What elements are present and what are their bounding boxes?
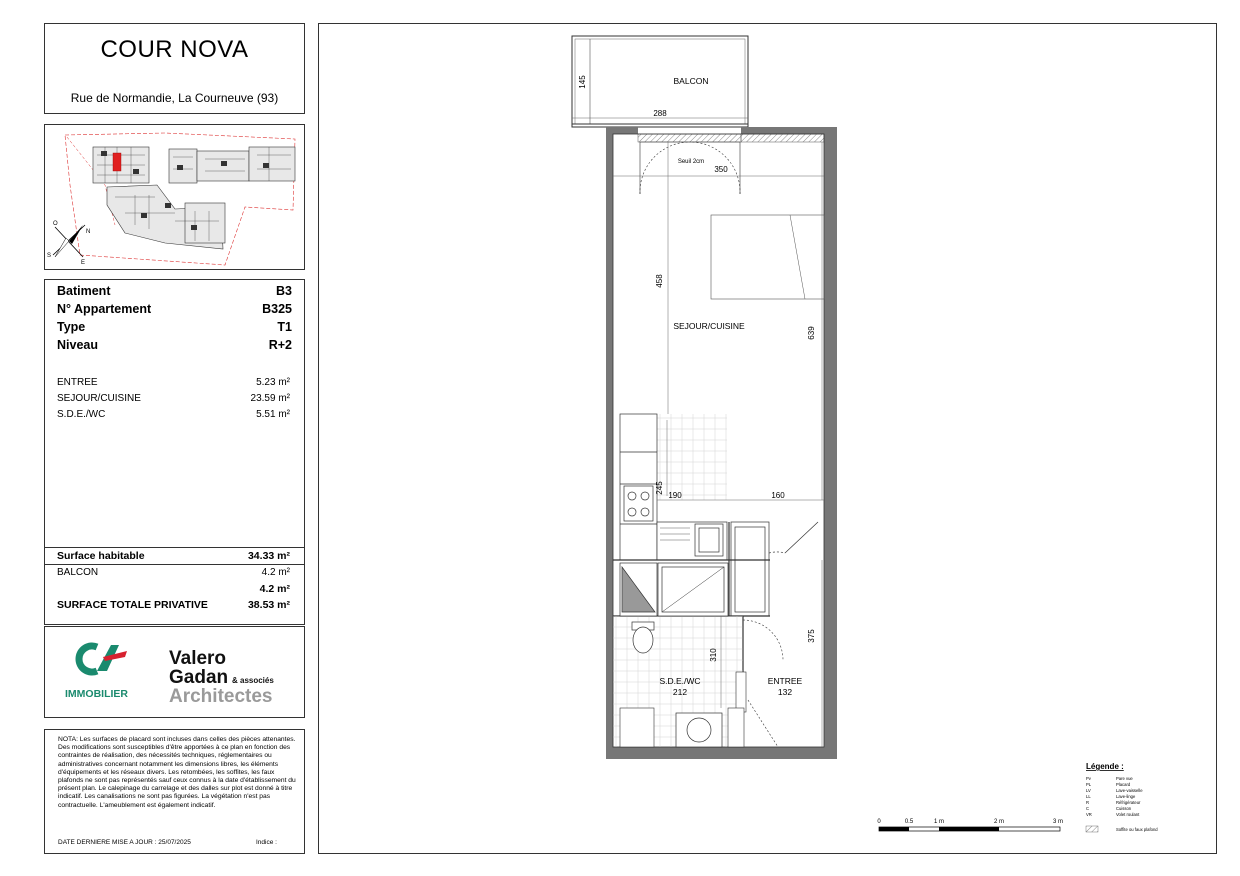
dim-245: 245 xyxy=(655,481,664,495)
indice-label: Indice : xyxy=(256,839,277,846)
field-batiment: Batiment B3 xyxy=(57,284,292,298)
room-sejour: SEJOUR/CUISINE 23.59 m² xyxy=(57,393,290,404)
field-niveau: Niveau R+2 xyxy=(57,338,292,352)
entree-label: ENTREE xyxy=(767,676,803,686)
surface-totale: SURFACE TOTALE PRIVATIVE 38.53 m² xyxy=(57,599,290,611)
svg-text:2 m: 2 m xyxy=(993,819,1005,825)
svg-text:LV: LV xyxy=(1086,788,1091,793)
note-text: NOTA: Les surfaces de placard sont incluses dans celles des pièces attenantes. Des modifications sont susceptibles d'être apportées à ce plan en fonction des contraintes de réalisation, des nécessités techniques, réglementaires ou administratives concernant notamment les dimensions libres, les éléments d'équipements et les réseaux divers. Les retombées, les soffites, les faux plafonds ne sont pas représentés sauf ceux connus à la date d'établissement du présent plan. Le calepinage du carrelage et des dalles sur plot est donné à titre indicatif. Les canalisations ne sont pas figurées. La végétation n'est pas contractuelle. L'ameublement est également indicatif. xyxy=(58,736,296,809)
closet xyxy=(731,522,818,616)
svg-text:0.5: 0.5 xyxy=(904,819,914,825)
compass-east: E xyxy=(81,260,86,266)
legend xyxy=(1086,762,1158,832)
sde-dim: 212 xyxy=(672,687,688,697)
balcony-label: BALCON xyxy=(673,76,709,86)
annexes-total: 4.2 m² xyxy=(259,583,290,595)
svg-text:LL: LL xyxy=(1086,794,1091,799)
balcony xyxy=(572,36,748,127)
seuil-label: Seuil 2cm xyxy=(677,159,705,165)
dim-160: 160 xyxy=(771,491,785,500)
svg-text:Volet roulant: Volet roulant xyxy=(1116,812,1140,817)
dim-375: 375 xyxy=(807,629,816,643)
entree-dim: 132 xyxy=(777,687,793,697)
sejour-label: SEJOUR/CUISINE xyxy=(673,321,745,331)
compass-west: O xyxy=(53,221,58,227)
svg-text:0: 0 xyxy=(877,819,881,825)
compass-south: S xyxy=(47,253,52,259)
svg-text:Cuisson: Cuisson xyxy=(1116,806,1132,811)
svg-text:Lave-vaisselle: Lave-vaisselle xyxy=(1116,788,1143,793)
update-date: DATE DERNIERE MISE A JOUR : 25/07/2025 xyxy=(58,839,191,846)
svg-text:R: R xyxy=(1086,800,1090,805)
dim-145: 145 xyxy=(578,75,587,89)
dim-639: 639 xyxy=(807,326,816,340)
sde-label: S.D.E./WC xyxy=(659,676,701,686)
bed xyxy=(711,215,824,299)
legend-title: Légende : xyxy=(1086,762,1124,771)
svg-text:Gadan: Gadan xyxy=(169,667,229,688)
room-entree: ENTREE 5.23 m² xyxy=(57,377,290,388)
washbasin-icon xyxy=(676,713,722,747)
cooktop-icon xyxy=(624,486,653,521)
dim-350: 350 xyxy=(714,165,728,174)
svg-text:Placard: Placard xyxy=(1116,782,1131,787)
dim-458: 458 xyxy=(655,274,664,288)
svg-text:1 m: 1 m xyxy=(933,819,945,825)
svg-text:Réfrigérateur: Réfrigérateur xyxy=(1116,800,1141,805)
soffite-hatch xyxy=(638,134,741,142)
ca-immobilier-label: IMMOBILIER xyxy=(65,688,128,700)
svg-text:Architectes: Architectes xyxy=(169,686,273,707)
shower xyxy=(620,563,728,616)
dim-310: 310 xyxy=(709,648,718,662)
svg-text:Pare vue: Pare vue xyxy=(1116,776,1133,781)
field-appartement: N° Appartement B325 xyxy=(57,302,292,316)
field-type: Type T1 xyxy=(57,320,292,334)
svg-text:Pv: Pv xyxy=(1086,776,1091,781)
svg-text:VR: VR xyxy=(1086,812,1092,817)
svg-text:Lave-linge: Lave-linge xyxy=(1116,794,1136,799)
project-name: COUR NOVA xyxy=(100,36,249,63)
toilet-icon xyxy=(632,622,654,653)
dim-288: 288 xyxy=(653,109,667,118)
legend-soffite: Soffite ou faux plafond xyxy=(1116,827,1158,832)
surface-habitable: Surface habitable 34.33 m² xyxy=(57,550,290,562)
svg-text:Valero: Valero xyxy=(169,648,227,669)
soffite-swatch xyxy=(1086,826,1098,832)
svg-text:& associés: & associés xyxy=(232,676,274,685)
compass-north: N xyxy=(86,229,91,235)
svg-text:C: C xyxy=(1086,806,1090,811)
balcon-surface: BALCON 4.2 m² xyxy=(57,567,290,578)
room-sde: S.D.E./WC 5.51 m² xyxy=(57,409,290,420)
bath-cabinet xyxy=(620,708,654,747)
soffite-hatch xyxy=(741,134,824,142)
dim-190: 190 xyxy=(668,491,682,500)
project-address: Rue de Normandie, La Courneuve (93) xyxy=(70,91,279,105)
svg-text:3 m: 3 m xyxy=(1052,819,1064,825)
svg-text:PL: PL xyxy=(1086,782,1092,787)
sink-icon xyxy=(657,522,727,560)
scale-bar xyxy=(877,819,1063,831)
